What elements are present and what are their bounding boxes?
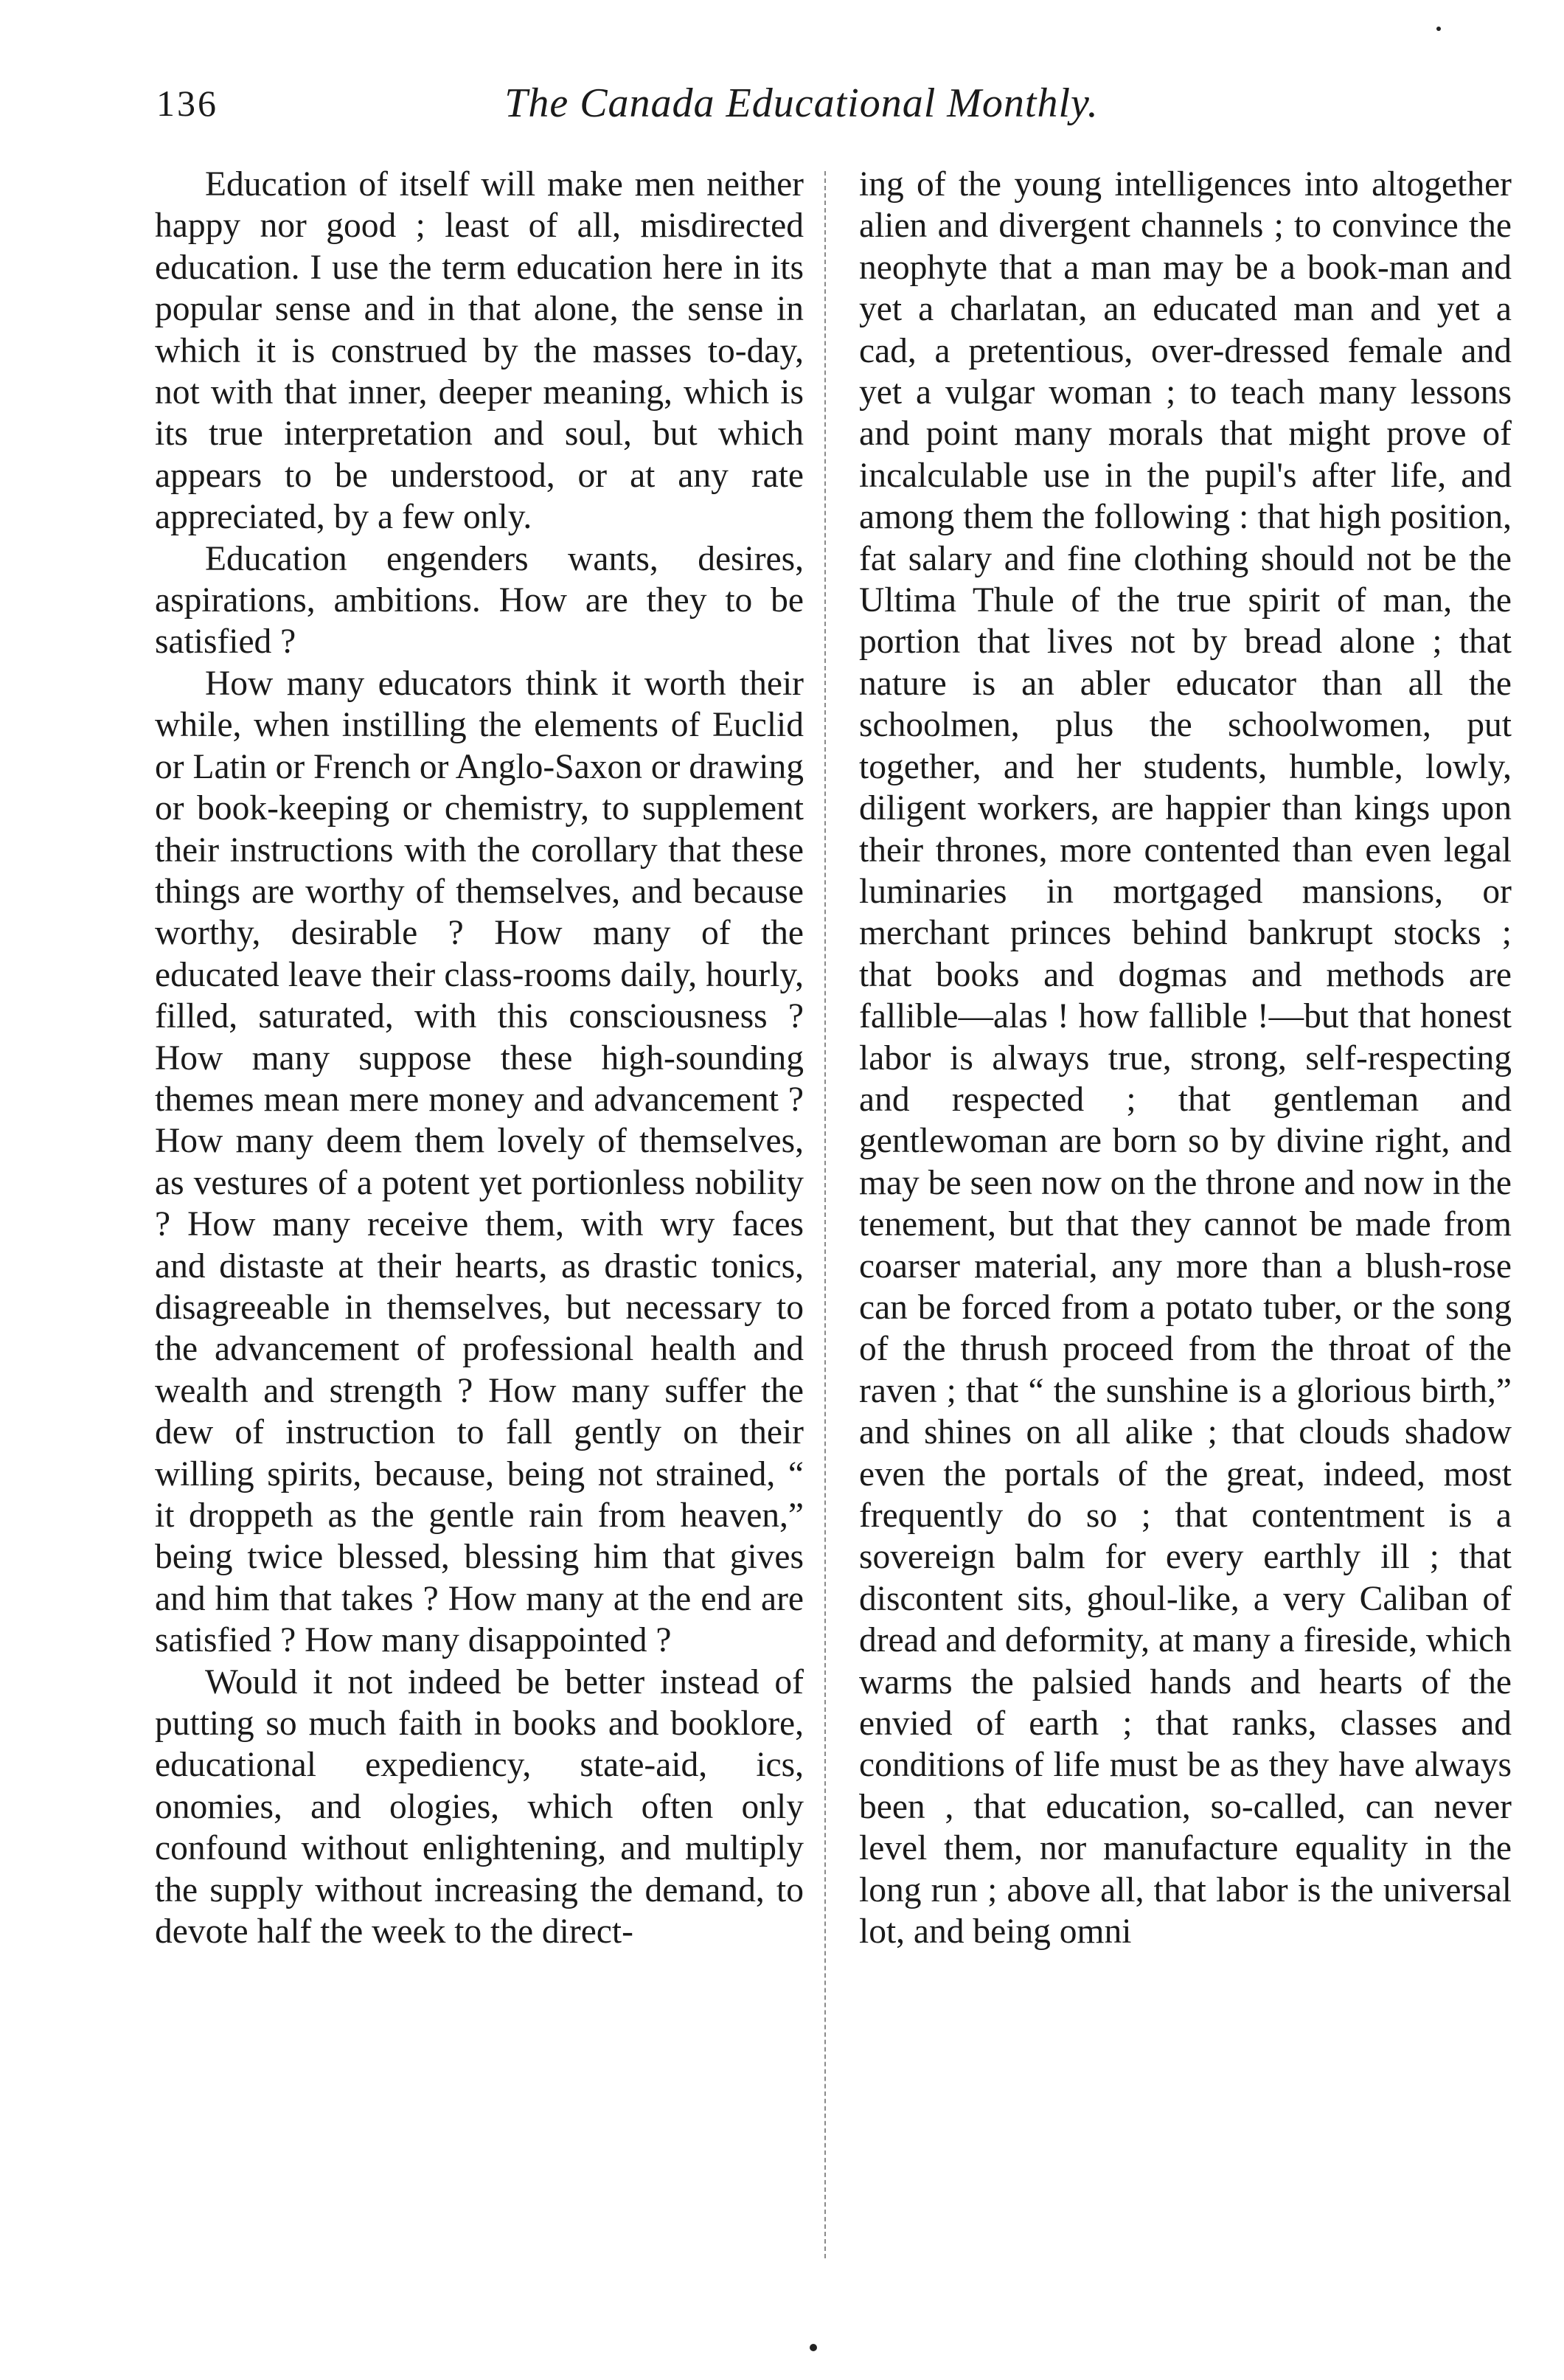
left-column <box>155 164 804 1952</box>
ink-dot <box>810 2344 817 2351</box>
paragraph: ing of the young intelligences into altogether alien and divergent channels ; to convince the neophyte that a man may be a book-man and yet a charlatan, an educated man and yet a cad, a pretentious, over-dressed female and yet a vulgar woman ; to teach many lessons and point many morals that might prove of incalculable use in the pupil's after life, and among them the following : that high position, fat salary and fine clothing should not be the Ultima Thule of the true spirit of man, the portion that lives not by bread alone ; that nature is an abler educator than all the schoolmen, plus the schoolwomen, put together, and her students, humble, lowly, diligent workers, are happier than kings upon their thrones, more contented than even legal luminaries in mortgaged mansions, or merchant princes behind bankrupt stocks ; that books and dogmas and methods are fallible—alas ! how fallible !—but that honest labor is always true, strong, self-respecting and respected ; that gentleman and gentlewoman are born so by divine right, and may be seen now on the throne and now in the tenement, but that they cannot be made from coarser material, any more than a blush-rose can be forced from a potato tuber, or the song of the thrush proceed from the throat of the raven ; that “ the sunshine is a glorious birth,” and shines on all alike ; that clouds shadow even the portals of the great, indeed, most frequently do so ; that contentment is a sovereign balm for every earthly ill ; that discontent sits, ghoul-like, a very Caliban of dread and deformity, at many a fireside, which warms the palsied hands and hearts of the envied of earth ; that ranks, classes and conditions of life must be as they have always been , that education, so-called, can never level them, nor manufacture equality in the long run ; above all, that labor is the universal lot, and being omni <box>859 165 1512 1951</box>
paragraph: Education of itself will make men neither happy nor good ; least of all, misdirected education. I use the term education here in its popular sense and in that alone, the sense in which it is construed by the masses to-day, not with that inner, deeper meaning, which is its true interpretation and soul, but which appears to be understood, or at any rate appreciated, by a few only. <box>155 165 804 537</box>
column-divider <box>824 171 826 2258</box>
paragraph: How many educators think it worth their while, when instilling the elements of Euclid or Latin or French or Anglo-Saxon or drawing or book-keeping or chemistry, to supplement their instructions with the corollary that these things are worthy of themselves, and because worthy, desirable ? How many of the educated leave their class-rooms daily, hourly, filled, saturated, with this consciousness ? How many suppose these high-sounding themes mean mere money and advancement ? How many deem them lovely of themselves, as vestures of a potent yet portionless nobility ? How many receive them, with wry faces and distaste at their hearts, as drastic tonics, disagreeable in themselves, but necessary to the advancement of professional health and wealth and strength ? How many suffer the dew of instruction to fall gently on their willing spirits, because, being not strained, “ it droppeth as the gentle rain from heaven,” being twice blessed, blessing him that gives and him that takes ? How many at the end are satisfied ? How many disappointed ? <box>155 664 804 1660</box>
page-number: 136 <box>156 83 218 124</box>
ink-dot <box>1436 27 1441 31</box>
page-header <box>156 74 1447 133</box>
right-column <box>859 164 1512 1952</box>
running-title: The Canada Educational Monthly. <box>504 80 1099 126</box>
paragraph: Education engenders wants, desires, aspirations, ambitions. How are they to be satisfied ? <box>155 539 804 662</box>
paragraph: Would it not indeed be better instead of putting so much faith in books and booklore, educational expediency, state-aid, ics, onomies, and ologies, which often only confound without enlightening, and multiply the supply without increasing the demand, to devote half the week to the direct- <box>155 1662 804 1951</box>
